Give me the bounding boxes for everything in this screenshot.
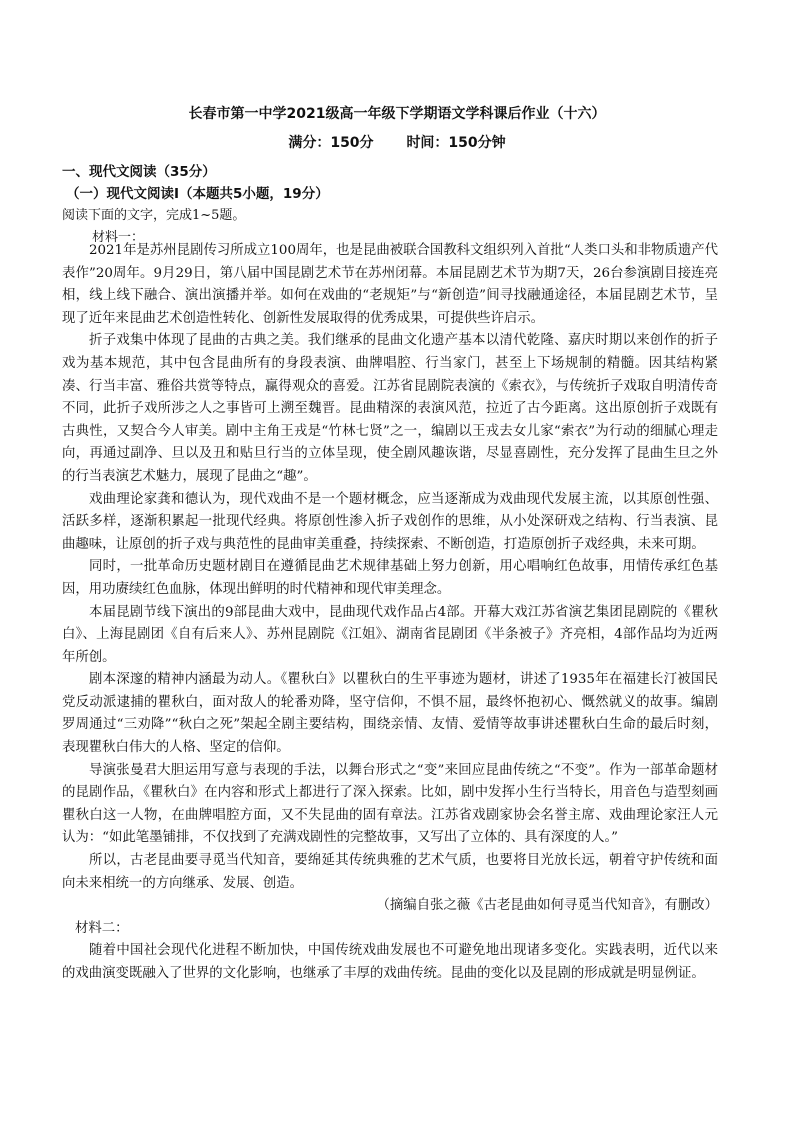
time-limit: 时间：150分钟 xyxy=(406,135,506,151)
material-one-label: 材料一： xyxy=(92,230,145,245)
paragraph: 剧本深邃的精神内涵最为动人。《瞿秋白》以瞿秋白的生平事迹为题材，讲述了1935年在福建长汀被国民党反动派逮捕的瞿秋白，面对敌人的轮番劝降，坚守信仰，不惧不屈，最终怀抱初心、慨然就义的故事。编剧罗周通过“三劝降”“秋白之死”架起全剧主要结构，围绕亲情、友情、爱情等故事讲述瞿秋白生命的最后时刻，表现瞿秋白伟大的人格、坚定的信仰。 xyxy=(62,672,718,756)
paragraph: 所以，古老昆曲要寻觅当代知音，要绵延其传统典雅的艺术气质，也要将目光放长远，朝着守护传统和面向未来相统一的方向继承、发展、创造。 xyxy=(62,853,718,891)
subsection-heading: （一）现代文阅读Ⅰ（本题共5小题，19分） xyxy=(66,186,329,202)
paragraph: 折子戏集中体现了昆曲的古典之美。我们继承的昆曲文化遗产基本以清代乾隆、嘉庆时期以来创作的折子戏为基本规范，其中包含昆曲所有的身段表演、曲牌唱腔、行当家门，甚至上下场规制的精髓。因其结构紧凑、行当丰富、雅俗共赏等特点，赢得观众的喜爱。江苏省昆剧院表演的《索衣》，与传统折子戏取自明清传奇不同，此折子戏所涉之人之事皆可上溯至魏晋。昆曲精深的表演风范，拉近了古今距离。这出原创折子戏既有古典性，又契合今人审美。剧中主角王戎是“竹林七贤”之一，编剧以王戎去女儿家“索衣”为行动的细腻心理走向，再通过副净、旦以及丑和贴旦行当的立体呈现，使全剧风趣诙谐，尽显喜剧性，充分发挥了昆曲生旦之外的行当表演艺术魅力，展现了昆曲之“趣”。 xyxy=(62,333,718,484)
source-citation: （摘编自张之薇《古老昆曲如何寻觅当代知音》，有删改） xyxy=(376,898,718,914)
section-heading: 一、现代文阅读（35分） xyxy=(62,164,216,180)
score-time-line xyxy=(0,132,794,152)
paragraph: 2021年是苏州昆剧传习所成立100周年，也是昆曲被联合国教科文组织列入首批“人类口头和非物质遗产代表作”20周年。9月29日，第八届中国昆剧艺术节在苏州闭幕。本届昆剧艺术节为期7天，26台参演剧目接连亮相，线上线下融合、演出演播并举。如何在戏曲的“老规矩”与“新创造”间寻找融通途径，本届昆剧艺术节，呈现了近年来昆曲艺术创造性转化、创新性发展取得的优秀成果，可提供些许启示。 xyxy=(62,243,718,326)
paragraph: 同时，一批革命历史题材剧目在遵循昆曲艺术规律基础上努力创新，用心唱响红色故事，用情传承红色基因，用功赓续红色血脉，体现出鲜明的时代精神和现代审美理念。 xyxy=(62,559,718,597)
page-title: 长春市第一中学2021级高一年级下学期语文学科课后作业（十六） xyxy=(188,106,606,122)
reading-passage xyxy=(62,240,718,986)
full-score: 满分：150分 xyxy=(288,135,374,151)
paragraph: 导演张曼君大胆运用写意与表现的手法，以舞台形式之“变”来回应昆曲传统之“不变”。作为一部革命题材的昆剧作品，《瞿秋白》在内容和形式上都进行了深入探索。比如，剧中发挥小生行当特长，用音色与造型刻画瞿秋白这一人物，在曲牌唱腔方面，又不失昆曲的固有章法。江苏省戏剧家协会名誉主席、戏曲理论家汪人元认为：“如此笔墨铺排，不仅找到了充满戏剧性的完整故事，又写出了立体的、具有深度的人。” xyxy=(62,762,718,846)
paragraph: 戏曲理论家龚和德认为，现代戏曲不是一个题材概念，应当逐渐成为戏曲现代发展主流，以其原创性强、活跃多样，逐渐积累起一批现代经典。将原创性渗入折子戏创作的思维，从小处深研戏之结构、行当表演、昆曲趣味，让原创的折子戏与典范性的昆曲审美重叠，持续探索、不断创造，打造原创折子戏经典，未来可期。 xyxy=(62,491,718,552)
paragraph: 随着中国社会现代化进程不断加快，中国传统戏曲发展也不可避免地出现诸多变化。实践表明，近代以来的戏曲演变既融入了世界的文化影响，也继承了丰厚的戏曲传统。昆曲的变化以及昆剧的形成就是明显例证。 xyxy=(62,943,718,981)
material-two-label: 材料二： xyxy=(75,920,129,936)
paragraph: 本届昆剧节线下演出的9部昆曲大戏中，昆曲现代戏作品占4部。开幕大戏江苏省演艺集团昆剧院的《瞿秋白》、上海昆剧团《自有后来人》、苏州昆剧院《江姐》、湖南省昆剧团《半条被子》齐亮相，4部作品均为近两年所创。 xyxy=(62,604,718,665)
instruction-text: 阅读下面的文字，完成1~5题。 xyxy=(62,208,246,223)
